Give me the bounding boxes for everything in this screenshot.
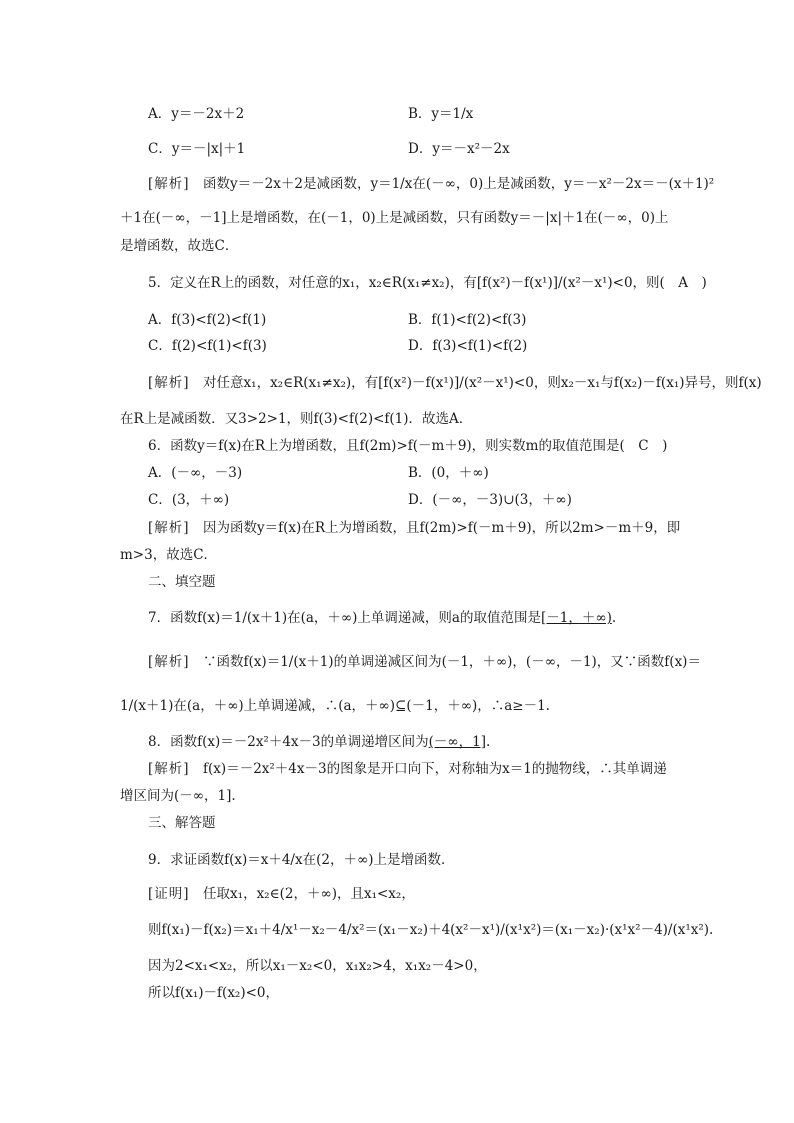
q5-option-a: A．f(3)<f(2)<f(1) bbox=[148, 312, 267, 328]
q6-option-c: C．(3，＋∞) bbox=[148, 492, 230, 508]
q6-analysis-line-1 bbox=[148, 518, 680, 538]
analysis-tag: [解析] bbox=[148, 375, 190, 391]
q8-answer: (－∞，1] bbox=[428, 734, 487, 750]
q8-stem-text: 8．函数f(x)＝－2x²＋4x－3的单调递增区间为 bbox=[148, 734, 429, 750]
q4-option-b: B．y＝1/x bbox=[408, 106, 474, 122]
q9-proof-line-1 bbox=[148, 884, 415, 904]
analysis-tag: [解析] bbox=[148, 654, 190, 670]
section-heading-fill-blank: 二、填空题 bbox=[148, 574, 216, 590]
proof-text: 任取x₁，x₂∈(2，＋∞)，且x₁<x₂， bbox=[203, 886, 415, 902]
q4-analysis-line-3: 是增函数，故选C． bbox=[120, 238, 239, 254]
q4-option-c: C．y＝－|x|＋1 bbox=[148, 141, 246, 157]
q6-option-b: B．(0，＋∞) bbox=[408, 465, 489, 481]
q6-stem: 6．函数y＝f(x)在R上为增函数，且f(2m)>f(－m＋9)，则实数m的取值范围是( C ) bbox=[148, 438, 668, 454]
q7-stem-text: 7．函数f(x)＝1/(x＋1)在(a，＋∞)上单调递减，则a的取值范围是 bbox=[148, 610, 541, 626]
analysis-text: 因为函数y＝f(x)在R上为增函数，且f(2m)>f(－m＋9)，所以2m>－m＋9，即 bbox=[203, 520, 681, 536]
q9-proof-line-4: 所以f(x₁)－f(x₂)<0， bbox=[148, 985, 280, 1001]
analysis-tag: [解析] bbox=[148, 761, 190, 777]
q7-analysis-line-1 bbox=[148, 652, 701, 672]
q7-analysis-line-2: 1/(x＋1)在(a，＋∞)上单调递减，∴(a，＋∞)⊆(－1，＋∞)，∴a≥－1. bbox=[120, 698, 550, 714]
analysis-tag: [解析] bbox=[148, 520, 190, 536]
q4-analysis-line-2: ＋1在(－∞，－1]上是增函数，在(－1，0)上是减函数，只有函数y＝－|x|＋1在(－∞，0)上 bbox=[120, 210, 669, 226]
q5-analysis-line-2: 在R上是减函数．又3>2>1，则f(3)<f(2)<f(1)．故选A． bbox=[120, 411, 473, 427]
q8-stem bbox=[148, 732, 490, 752]
q4-analysis-line-1 bbox=[148, 174, 714, 194]
q7-stem bbox=[148, 608, 616, 628]
q9-proof-line-2: 则f(x₁)－f(x₂)＝x₁＋4/x¹－x₂－4/x²＝(x₁－x₂)＋4(x²－x¹)/(x¹x²)＝(x₁－x₂)·(x¹x²－4)/(x¹x²). bbox=[148, 922, 714, 938]
q5-option-b: B．f(1)<f(2)<f(3) bbox=[408, 312, 527, 328]
q9-stem: 9．求证函数f(x)＝x＋4/x在(2，＋∞)上是增函数． bbox=[148, 852, 455, 868]
q4-option-d: D．y＝－x²－2x bbox=[408, 141, 510, 157]
proof-tag: [证明] bbox=[148, 886, 190, 902]
q8-stem-end: . bbox=[486, 734, 491, 750]
q5-stem: 5．定义在R上的函数，对任意的x₁，x₂∈R(x₁≠x₂)，有[f(x²)－f(x¹)]/(x²－x¹)<0，则( A ) bbox=[148, 275, 707, 291]
q8-analysis-line-1 bbox=[148, 759, 667, 779]
analysis-text: 函数y＝－2x＋2是减函数，y＝1/x在(－∞，0)上是减函数，y＝－x²－2x＝－(x＋1)² bbox=[203, 176, 715, 192]
analysis-tag: [解析] bbox=[148, 176, 190, 192]
q6-option-a: A．(－∞，－3) bbox=[148, 465, 243, 481]
q6-analysis-line-2: m>3，故选C． bbox=[120, 547, 218, 563]
q9-proof-line-3: 因为2<x₁<x₂，所以x₁－x₂<0，x₁x₂>4，x₁x₂－4>0， bbox=[148, 958, 487, 974]
section-heading-solve: 三、解答题 bbox=[148, 815, 216, 831]
analysis-text: 对任意x₁，x₂∈R(x₁≠x₂)，有[f(x²)－f(x¹)]/(x²－x¹)<0，则x₂－x₁与f(x₂)－f(x₁)异号，则f(x) bbox=[203, 375, 762, 391]
analysis-text: f(x)＝－2x²＋4x－3的图象是开口向下，对称轴为x＝1的抛物线，∴其单调递 bbox=[203, 761, 667, 777]
q6-option-d: D．(－∞，－3)∪(3，＋∞) bbox=[408, 492, 572, 508]
q5-analysis-line-1 bbox=[148, 373, 762, 393]
q5-option-d: D．f(3)<f(1)<f(2) bbox=[408, 338, 528, 354]
q7-stem-end: . bbox=[611, 610, 617, 626]
q5-option-c: C．f(2)<f(1)<f(3) bbox=[148, 338, 267, 354]
q4-option-a: A．y＝－2x＋2 bbox=[148, 106, 245, 122]
analysis-text: ∵函数f(x)＝1/(x＋1)的单调递减区间为(－1，＋∞)，(－∞，－1)，又∵函数f(x)＝ bbox=[203, 654, 701, 670]
q7-answer: [－1，＋∞) bbox=[540, 610, 612, 626]
q8-analysis-line-2: 增区间为(－∞，1]. bbox=[120, 788, 236, 804]
